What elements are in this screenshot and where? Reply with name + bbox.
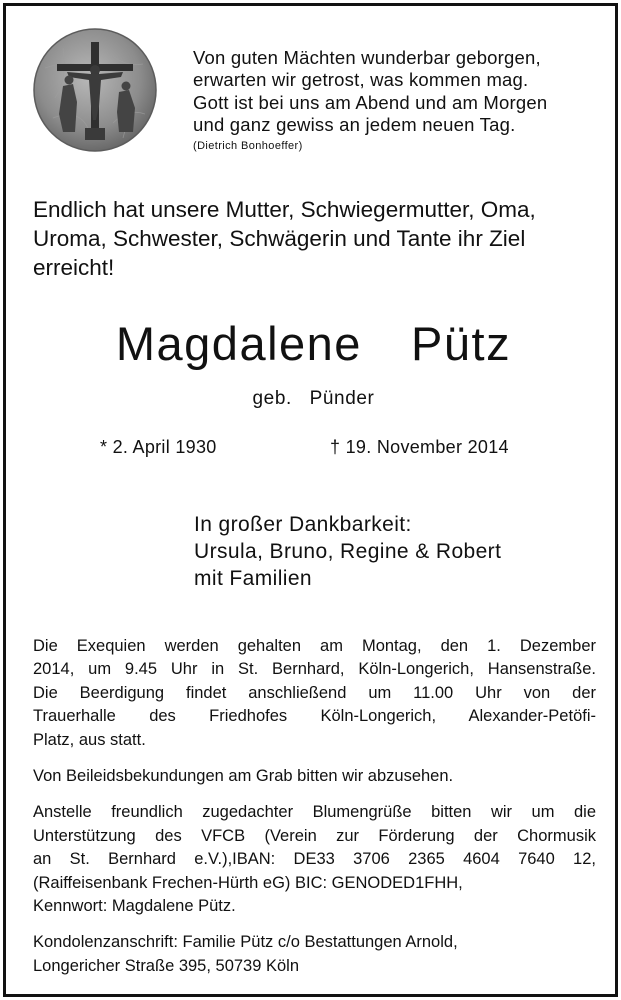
notice-line: Unterstützung des VFCB (Verein zur Förderung der Chormusik: [33, 826, 596, 845]
birth-date: * 2. April 1930: [100, 437, 217, 457]
condolences-paragraph: [33, 765, 596, 788]
mourners-line: In großer Dankbarkeit:: [194, 513, 412, 536]
poem-author: (Dietrich Bonhoeffer): [193, 139, 303, 152]
mourners-block: [194, 511, 501, 592]
notice-line: an St. Bernhard e.V.),IBAN: DE33 3706 2365 4604 7640 12,: [33, 850, 596, 869]
poem-line: Gott ist bei uns am Abend und am Morgen: [193, 91, 548, 113]
notice-line: (Raiffeisenbank Frechen-Hürth eG) BIC: GENODED1FHH,: [33, 873, 463, 892]
deceased-name: Magdalene Pütz: [115, 317, 512, 370]
poem-line: und ganz gewiss an jedem neuen Tag.: [193, 114, 516, 136]
poem-line: Von guten Mächten wunderbar geborgen,: [193, 47, 541, 68]
mourners-line: mit Familien: [194, 567, 312, 590]
obituary-frame: [3, 3, 618, 997]
notice-line: Kondolenzanschrift: Familie Pütz c/o Bestattungen Arnold,: [33, 933, 458, 952]
poem-line: erwarten wir getrost, was kommen mag.: [193, 69, 529, 91]
notice-line: Platz, aus statt.: [33, 730, 146, 749]
maiden-name: geb. Pünder: [252, 388, 375, 409]
notice-line: 2014, um 9.45 Uhr in St. Bernhard, Köln-Longerich, Hansenstraße.: [33, 660, 596, 679]
notice-line: Longericher Straße 395, 50739 Köln: [33, 956, 300, 975]
donation-paragraph: [33, 801, 596, 918]
intro-line: Uroma, Schwester, Schwägerin und Tante ihr Ziel: [33, 226, 526, 251]
notice-line: Von Beileidsbekundungen am Grab bitten wir abzusehen.: [33, 767, 454, 786]
notice-line: Die Exequien werden gehalten am Montag, den 1. Dezember: [33, 637, 596, 655]
bonhoeffer-poem: [193, 47, 547, 154]
crucifixion-medallion-icon: [33, 28, 157, 152]
mourners-line: Ursula, Bruno, Regine & Robert: [194, 540, 502, 563]
notice-line: Anstelle freundlich zugedachter Blumengrüße bitten wir um die: [33, 803, 596, 822]
announcement-intro: [33, 195, 603, 282]
notice-line: Trauerhalle des Friedhofes Köln-Longerich, Alexander-Petöfi-: [33, 707, 596, 726]
exequien-paragraph: [33, 635, 596, 752]
funeral-notices: [33, 635, 596, 991]
intro-line: Endlich hat unsere Mutter, Schwiegermutter, Oma,: [33, 197, 536, 222]
notice-line: Die Beerdigung findet anschließend um 11.00 Uhr von der: [33, 683, 596, 702]
notice-line: Kennwort: Magdalene Pütz.: [33, 897, 236, 916]
death-date: † 19. November 2014: [330, 437, 509, 457]
address-paragraph: [33, 931, 596, 978]
intro-line: erreicht!: [33, 255, 115, 280]
